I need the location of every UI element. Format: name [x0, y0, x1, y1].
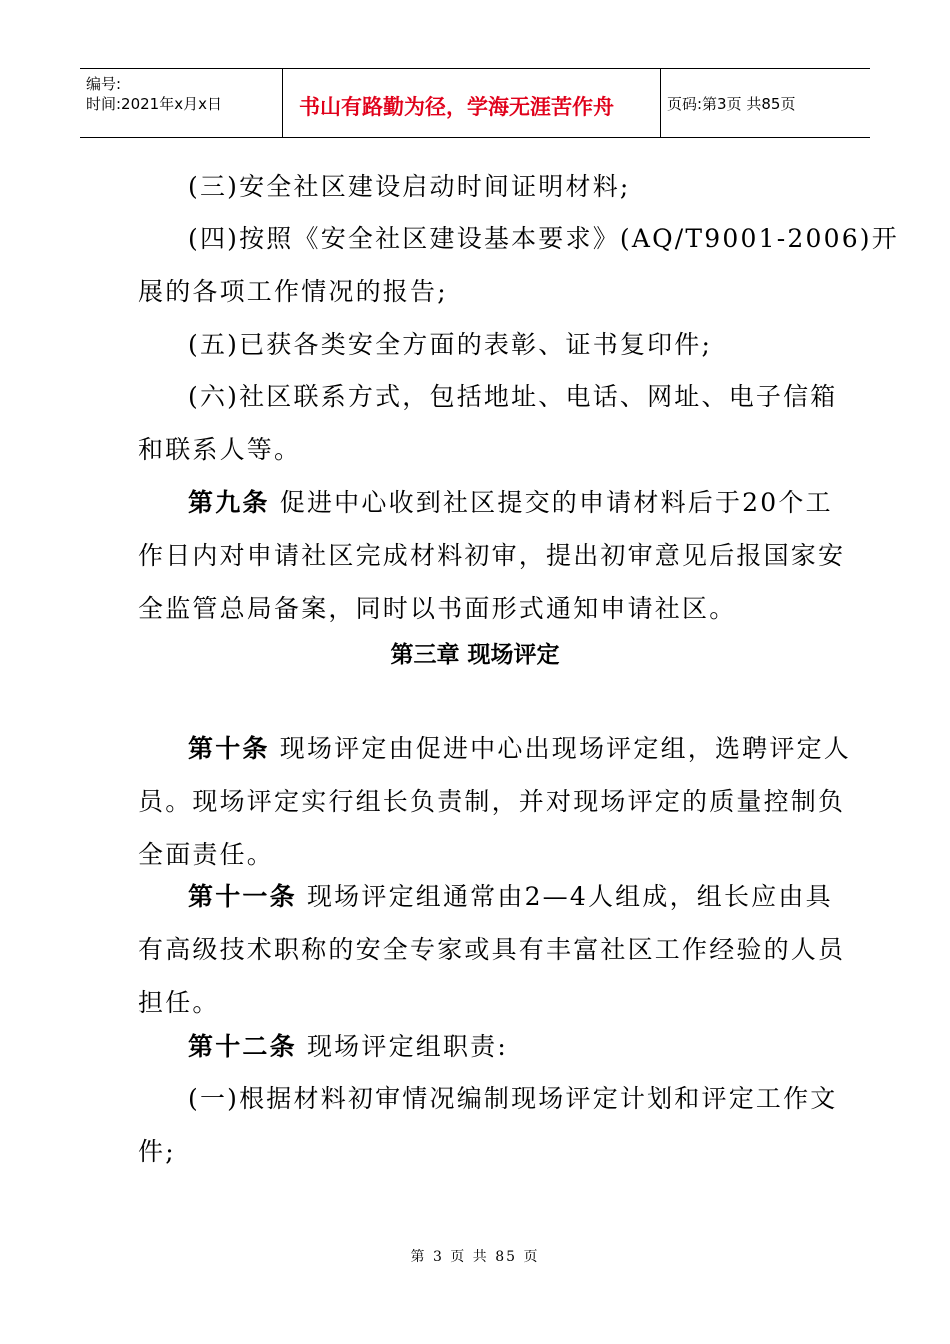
header-info-cell [80, 69, 283, 137]
document-number-label: 编号: [86, 75, 122, 93]
article-10: 第十条 现场评定由促进中心出现场评定组，选聘评定人 员。现场评定实行组长负责制，并对现场评定的质量控制负 全面责任。 [138, 734, 851, 869]
paragraph-item-4: (四)按照《安全社区建设基本要求》(AQ/T9001-2006)开 展的各项工作情况的报告; [138, 224, 899, 306]
chapter-heading: 第三章 现场评定 [390, 642, 560, 668]
paragraph-item-3: (三)安全社区建设启动时间证明材料; [188, 172, 631, 201]
article-11: 第十一条 现场评定组通常由2—4人组成，组长应由具 有高级技术职称的安全专家或具有丰富社区工作经验的人员 担任。 [138, 882, 846, 1017]
header-page-cell [661, 69, 870, 137]
page-header [80, 68, 870, 138]
document-date: 时间:2021年x月x日 [86, 95, 222, 113]
header-page-info: 页码:第3页 共85页 [667, 95, 796, 113]
article-9-title: 第九条 [188, 488, 270, 517]
article-11-title: 第十一条 [188, 882, 297, 911]
page-footer: 第 3 页 共 85 页 [410, 1249, 540, 1265]
header-motto-cell [283, 69, 661, 137]
header-motto: 书山有路勤为径，学海无涯苦作舟 [299, 95, 614, 119]
paragraph-duty-1: (一)根据材料初审情况编制现场评定计划和评定工作文 件; [138, 1084, 838, 1166]
article-10-title: 第十条 [188, 734, 270, 763]
article-9: 第九条 促进中心收到社区提交的申请材料后于20个工 作日内对申请社区完成材料初审，提出初审意见后报国家安 全监管总局备案，同时以书面形式通知申请社区。 [138, 488, 846, 623]
article-12: 第十二条 现场评定组职责: [188, 1032, 508, 1061]
paragraph-item-5: (五)已获各类安全方面的表彰、证书复印件; [188, 330, 713, 359]
article-12-title: 第十二条 [188, 1032, 297, 1061]
paragraph-item-6: (六)社区联系方式，包括地址、电话、网址、电子信箱 和联系人等。 [138, 382, 838, 464]
